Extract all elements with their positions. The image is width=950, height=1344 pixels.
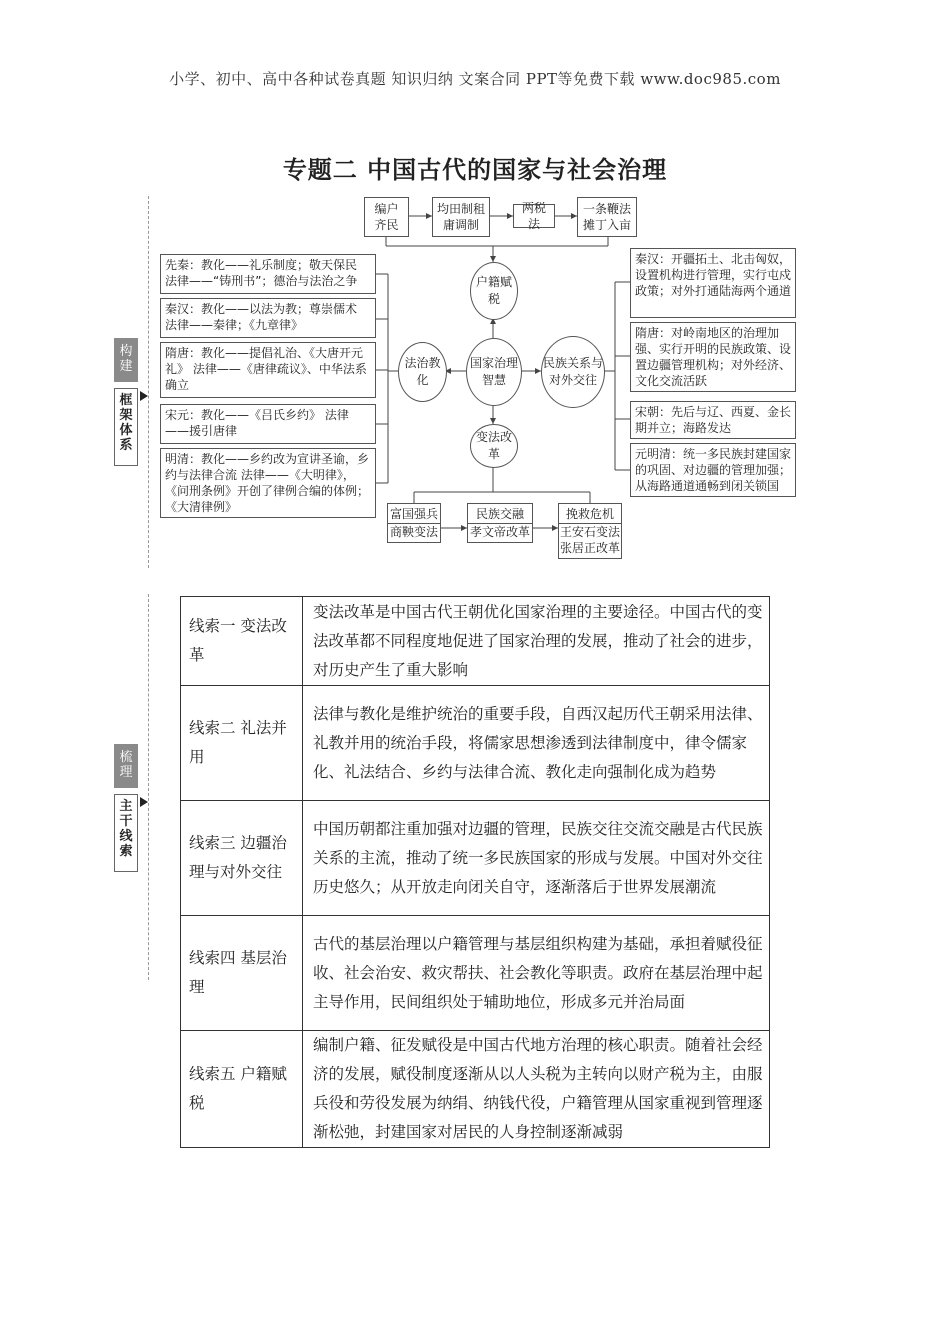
node-huji: 户籍赋税	[470, 262, 518, 320]
bottom-box-detail: 孝文帝改革	[469, 525, 530, 539]
clue-label: 线索二 礼法并用	[181, 686, 303, 801]
clue-label: 线索三 边疆治理与对外交往	[181, 801, 303, 916]
node-minzu: 民族关系与对外交往	[541, 336, 605, 408]
bottom-box-detail: 王安石变法 张居正改革	[559, 525, 620, 555]
left-box-mingqing: 明清：教化——乡约改为宣讲圣谕，乡约与法律合流 法律——《大明律》，《问刑条例》开创了律例合编的体例；《大清律例》	[160, 448, 376, 518]
clue-text: 中国历朝都注重加强对边疆的管理，民族交往交流交融是古代民族关系的主流，推动了统一多民族国家的形成与发展。中国对外交往历史悠久；从开放走向闭关自守，逐渐落后于世界发展潮流	[303, 801, 770, 916]
right-box-suitang: 隋唐：对岭南地区的治理加强、实行开明的民族政策、设置边疆管理机构；对外经济、文化交流活跃	[630, 322, 796, 392]
chain-box-liangshui: 两税法	[513, 204, 555, 228]
table-row	[181, 686, 770, 801]
bottom-box-shangyang	[387, 503, 441, 543]
clue-label: 线索一 变法改革	[181, 597, 303, 686]
left-box-suitang: 隋唐：教化——提倡礼治、《大唐开元礼》 法律——《唐律疏议》、中华法系确立	[160, 342, 376, 398]
clue-text: 变法改革是中国古代王朝优化国家治理的主要途径。中国古代的变法改革都不同程度地促进了国家治理的发展，推动了社会的进步，对历史产生了重大影响	[303, 597, 770, 686]
right-box-song: 宋朝：先后与辽、西夏、金长期并立；海路发达	[630, 401, 796, 439]
table-row	[181, 801, 770, 916]
bottom-box-label: 民族交融	[475, 507, 524, 521]
node-bianfa: 变法改革	[470, 424, 518, 468]
bottom-box-label: 挽救危机	[565, 507, 614, 521]
left-box-qinhan: 秦汉：教化——以法为教；尊崇儒术 法律——秦律；《九章律》	[160, 298, 376, 338]
clue-text: 古代的基层治理以户籍管理与基层组织构建为基础，承担着赋役征收、社会治安、救灾帮扶、社会教化等职责。政府在基层治理中起主导作用，民间组织处于辅助地位，形成多元并治局面	[303, 916, 770, 1031]
bottom-box-label: 富国强兵	[389, 507, 438, 521]
clue-text: 编制户籍、征发赋役是中国古代地方治理的核心职责。随着社会经济的发展，赋役制度逐渐从以人头税为主转向以财产税为主，由服兵役和劳役发展为纳绢、纳钱代役，户籍管理从国家重视到管理逐渐松弛，封建国家对居民的人身控制逐渐减弱	[303, 1031, 770, 1148]
node-fazhi: 法治教化	[398, 342, 447, 402]
tag-framework: 框架体系	[114, 388, 138, 466]
clues-table	[180, 596, 770, 1148]
table-row	[181, 1031, 770, 1148]
page-header: 小学、初中、高中各种试卷真题 知识归纳 文案合同 PPT等免费下载 www.doc985.com	[169, 70, 781, 88]
clue-label: 线索五 户籍赋税	[181, 1031, 303, 1148]
right-box-yuanmingqing: 元明清：统一多民族封建国家的巩固、对边疆的管理加强；从海路通道通畅到闭关锁国	[630, 443, 796, 497]
page-title: 专题二 中国古代的国家与社会治理	[282, 156, 668, 184]
left-box-songyuan: 宋元：教化——《吕氏乡约》 法律——援引唐律	[160, 404, 376, 444]
clue-text: 法律与教化是维护统治的重要手段，自西汉起历代王朝采用法律、礼教并用的统治手段，将儒家思想渗透到法律制度中，律令儒家化、礼法结合、乡约与法律合流、教化走向强制化成为趋势	[303, 686, 770, 801]
node-center: 国家治理智慧	[466, 338, 522, 406]
chain-box-bianhu: 编户齐民	[364, 197, 409, 237]
bottom-box-detail: 商鞅变法	[389, 525, 438, 539]
bottom-box-wanjiu	[558, 503, 622, 559]
table-row	[181, 597, 770, 686]
right-box-qinhan: 秦汉：开疆拓土、北击匈奴，设置机构进行管理，实行屯戍政策；对外打通陆海两个通道	[630, 248, 796, 318]
tag-sort: 梳理	[114, 744, 138, 788]
table-row	[181, 916, 770, 1031]
tag-build: 构建	[114, 338, 138, 382]
arrow-right-icon	[140, 797, 148, 807]
chain-box-yitiaobian: 一条鞭法摊丁入亩	[577, 197, 637, 237]
tag-mainline: 主干线索	[114, 794, 138, 872]
left-box-xianqin: 先秦：教化——礼乐制度；敬天保民 法律——“铸刑书”；德治与法治之争	[160, 254, 376, 294]
bottom-box-xiaowendi	[467, 503, 533, 543]
clue-label: 线索四 基层治理	[181, 916, 303, 1031]
chain-box-juntian: 均田制租庸调制	[432, 197, 490, 237]
side-dashed-line-bottom	[148, 594, 149, 980]
